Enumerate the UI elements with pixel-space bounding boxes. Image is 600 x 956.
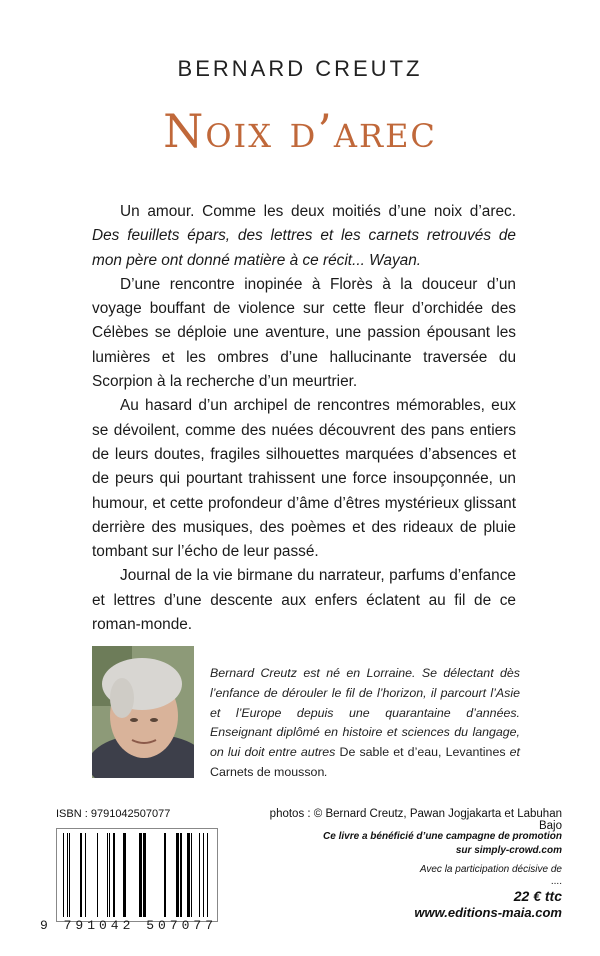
author-photo	[92, 646, 194, 778]
barcode-number: 9 791042 507077	[40, 918, 218, 933]
blurb-paragraph-1: Un amour. Comme les deux moitiés d’une noix d’arec. Des feuillets épars, des lettres et les carnets retrouvés de mon père ont donné matière à ce récit... Wayan.	[92, 203, 516, 269]
promo-text: Ce livre a bénéficié d’une campagne de promotion sur simply-crowd.com	[323, 831, 562, 856]
isbn-label: ISBN : 9791042507077	[56, 808, 171, 820]
publisher-website[interactable]: www.editions-maia.com	[414, 905, 562, 920]
participation-dots: ....	[550, 876, 562, 887]
barcode	[56, 828, 218, 922]
blurb-paragraph-3: Au hasard d’un archipel de rencontres mémorables, eux se dévoilent, comme des nuées découvrent des pans entiers de leurs doutes, fragiles silhouettes marquées d’absences et de peurs qui pourtant trahissent une force insoupçonnée, un humour, et cette profondeur d’âme d’êtres mystérieux glissant derrière des musiques, des poèmes et des rideaux de pluie tombant sur l’écho de leur passé.	[92, 397, 516, 561]
blurb-paragraph-4: Journal de la vie birmane du narrateur, parfums d’enfance et lettres d’une descente aux enfers éclatent au fil de ce roman-monde.	[92, 567, 516, 634]
participation-text: Avec la participation décisive de	[419, 864, 562, 875]
author-bio: Bernard Creutz est né en Lorraine. Se délectant dès l’enfance de dérouler le fil de l’horizon, il parcourt l’Asie et l’Europe depuis une quarantaine d’années. Enseignant diplômé en histoire et sciences du langage, on lui doit entre autres De sable et d’eau, Levantines et Carnets de mousson.	[210, 666, 520, 779]
blurb-paragraph-2: D’une rencontre inopinée à Florès à la douceur d’un voyage bouffant de violence sur cette fleur d’orchidée des Célèbes se déploie une aventure, une passion épousant les lumières et les ombres d’une hallucinante traversée du Scorpion à la recherche d’un meurtrier.	[92, 275, 516, 391]
author-name: BERNARD CREUTZ	[177, 56, 423, 81]
barcode-bars	[57, 829, 217, 921]
photo-credits: photos : © Bernard Creutz, Pawan Jogjakarta et Labuhan Bajo	[269, 808, 562, 832]
back-cover-blurb	[92, 200, 516, 637]
book-title: Noix d’arec	[163, 104, 437, 158]
price: 22 € ttc	[513, 888, 562, 904]
